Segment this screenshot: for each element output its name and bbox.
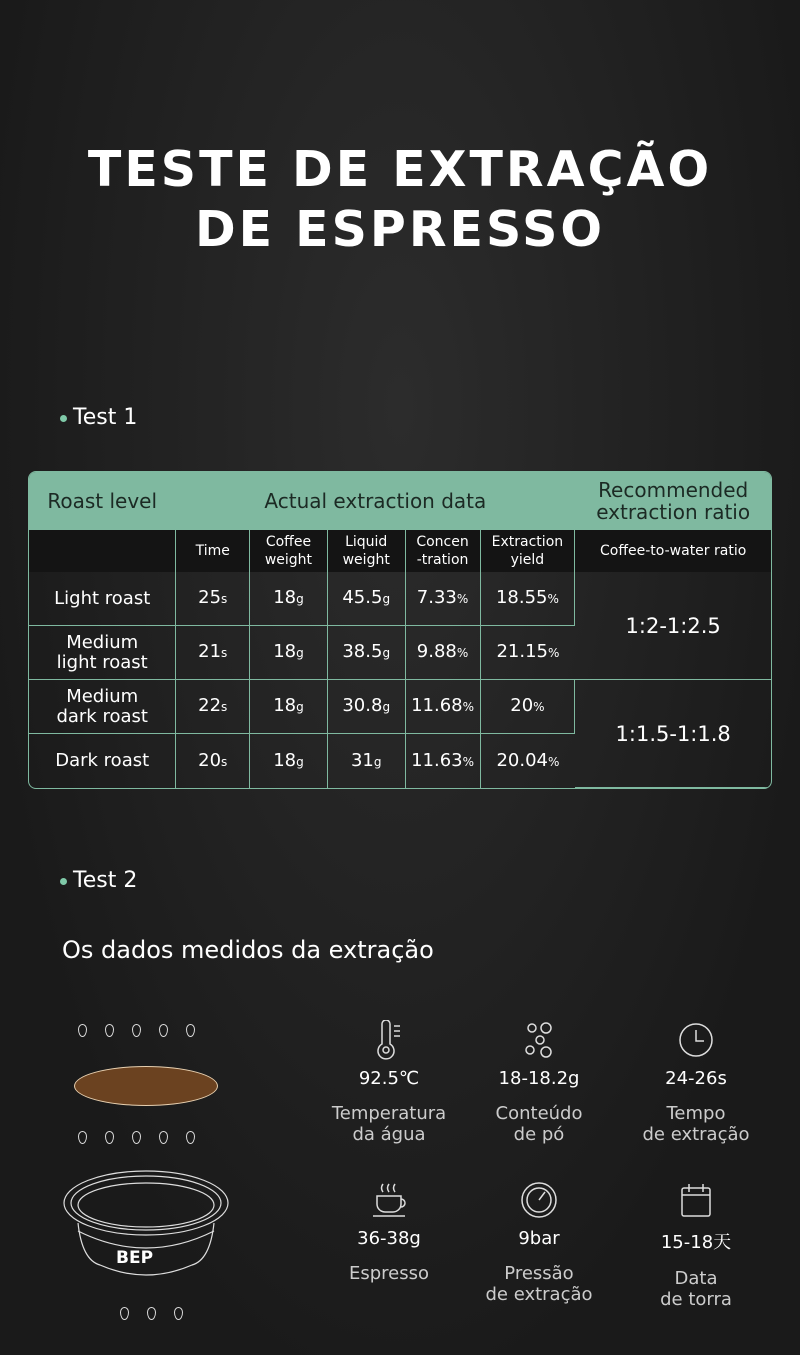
cell-liquid <box>328 680 406 734</box>
stat-item <box>309 1020 469 1145</box>
stat-label <box>616 1268 776 1310</box>
stat-label <box>616 1103 776 1145</box>
value: 18.55 <box>495 587 548 608</box>
clock-icon <box>616 1020 776 1060</box>
thermometer-icon <box>309 1020 469 1060</box>
t: Temperatura <box>331 1103 447 1124</box>
stat-value: 24-26s <box>665 1068 727 1089</box>
test1-heading <box>60 405 137 430</box>
test2-label: Test 2 <box>73 868 138 893</box>
value: 7.33 <box>416 587 457 608</box>
roast-level <box>29 734 176 788</box>
header-roast: Roast level <box>29 472 176 530</box>
unit: g <box>382 646 391 660</box>
cell-conc <box>406 734 481 788</box>
unit: % <box>547 592 559 606</box>
cell-yield <box>481 572 576 626</box>
sub-conc <box>406 530 481 572</box>
hdr-rec-2: extraction ratio <box>596 499 751 524</box>
cell-coffee <box>250 626 328 680</box>
water-drops-top <box>78 1024 195 1037</box>
unit: % <box>456 646 469 660</box>
value: 18 <box>273 695 297 716</box>
unit: s <box>221 592 228 606</box>
table-row <box>29 572 771 626</box>
value: 21.15 <box>496 641 548 662</box>
title-line-2: DE ESPRESSO <box>194 201 606 258</box>
t: Coffee <box>265 534 312 550</box>
cell-time <box>176 626 250 680</box>
value: 18 <box>273 587 297 608</box>
unit: s <box>221 646 228 660</box>
t: Espresso <box>348 1263 430 1284</box>
t: Dark roast <box>55 750 150 771</box>
t: de extração <box>642 1124 750 1145</box>
roast-level <box>29 626 176 680</box>
t: Conteúdo <box>495 1103 583 1124</box>
t: Light roast <box>54 587 151 609</box>
t: Concen <box>416 534 469 550</box>
hdr-rec-1: Recommended <box>598 477 749 502</box>
t: Pressão <box>504 1263 574 1284</box>
stat-label <box>459 1103 619 1145</box>
sub-ratio: Coffee-to-water ratio <box>575 530 771 572</box>
value: 11.63 <box>411 749 463 771</box>
ratio-cell: 1:1.5-1:1.8 <box>575 680 771 788</box>
filter-basket-icon <box>60 1165 232 1285</box>
water-drops-bottom <box>120 1307 183 1320</box>
stat-value: 18-18.2g <box>498 1068 580 1089</box>
t: Medium <box>66 685 139 707</box>
coffee-puck <box>74 1066 218 1106</box>
cell-coffee <box>250 572 328 626</box>
t: weight <box>342 552 390 568</box>
cell-conc <box>406 572 481 626</box>
value: 25 <box>198 587 222 608</box>
t: Tempo <box>666 1103 726 1124</box>
value: 21 <box>198 641 222 662</box>
t: de pó <box>513 1124 565 1145</box>
value: 20 <box>510 695 534 716</box>
value: 18 <box>273 641 297 662</box>
stat-item <box>309 1180 469 1284</box>
value: 18 <box>273 749 297 771</box>
value: 38.5 <box>342 641 383 662</box>
stat-item <box>616 1180 776 1310</box>
value: 11.68 <box>411 695 463 716</box>
stat-label <box>309 1103 469 1145</box>
stat-label <box>309 1263 469 1284</box>
t: yield <box>510 552 545 568</box>
t: light roast <box>56 651 148 673</box>
t: weight <box>264 552 313 568</box>
unit: s <box>221 754 228 769</box>
t: de torra <box>660 1289 732 1310</box>
cell-time <box>176 680 250 734</box>
t: Extraction <box>491 534 564 550</box>
calendar-icon <box>616 1180 776 1220</box>
cell-yield <box>481 734 576 788</box>
test2-heading <box>60 868 137 893</box>
stat-value: 36-38g <box>357 1228 421 1249</box>
stat-value: 15-18天 <box>660 1232 732 1253</box>
cell-time <box>176 572 250 626</box>
t: Liquid <box>345 534 388 550</box>
unit: g <box>296 754 304 769</box>
value: 31 <box>350 749 374 771</box>
unit: % <box>462 700 475 714</box>
gauge-icon <box>459 1180 619 1220</box>
extraction-table <box>28 471 772 789</box>
value: 45.5 <box>342 587 383 608</box>
test2-subtitle: Os dados medidos da extração <box>62 936 434 964</box>
value: 9.88 <box>416 641 457 662</box>
value: 20.04 <box>496 749 548 771</box>
bullet-dot <box>60 878 67 885</box>
stat-item <box>459 1180 619 1305</box>
sub-yield <box>481 530 576 572</box>
unit: g <box>296 592 304 606</box>
cell-coffee <box>250 734 328 788</box>
unit: g <box>296 646 304 660</box>
header-actual: Actual extraction data <box>176 472 575 530</box>
water-drops-middle <box>78 1131 195 1144</box>
unit: % <box>456 592 469 606</box>
t: -tration <box>416 552 469 568</box>
cell-liquid <box>328 572 406 626</box>
cell-liquid <box>328 626 406 680</box>
unit: s <box>221 700 228 714</box>
cup-icon <box>309 1180 469 1220</box>
t: de extração <box>485 1284 593 1305</box>
sub-coffee <box>250 530 328 572</box>
grounds-icon <box>459 1020 619 1060</box>
cell-conc <box>406 680 481 734</box>
value: 20 <box>198 749 222 771</box>
stat-label <box>459 1263 619 1305</box>
table-row <box>29 680 771 734</box>
value: 30.8 <box>342 695 383 716</box>
cell-yield <box>481 680 576 734</box>
unit: % <box>547 646 560 660</box>
unit: % <box>533 700 545 714</box>
t: Medium <box>66 631 139 653</box>
page-title <box>0 140 800 260</box>
t: dark roast <box>56 705 148 727</box>
roast-level <box>29 680 176 734</box>
unit: % <box>462 754 475 769</box>
cell-conc <box>406 626 481 680</box>
cell-time <box>176 734 250 788</box>
t: Data <box>674 1268 718 1289</box>
stat-item <box>459 1020 619 1145</box>
unit: g <box>382 700 391 714</box>
sub-empty <box>29 530 176 572</box>
unit: % <box>547 754 560 769</box>
basket-brand: BEP <box>116 1248 154 1268</box>
unit: g <box>373 754 382 769</box>
sub-liquid <box>328 530 406 572</box>
bullet-dot <box>60 415 67 422</box>
title-line-1: TESTE DE EXTRAÇÃO <box>87 141 713 198</box>
stat-value: 9bar <box>518 1228 560 1249</box>
cell-yield <box>481 626 576 680</box>
unit: g <box>382 592 391 606</box>
roast-level <box>29 572 176 626</box>
stat-value: 92.5℃ <box>358 1068 420 1089</box>
unit: g <box>296 700 304 714</box>
header-recommended <box>575 472 771 530</box>
test1-label: Test 1 <box>73 405 138 430</box>
t: da água <box>352 1124 426 1145</box>
ratio-cell: 1:2-1:2.5 <box>575 572 771 680</box>
stat-item <box>616 1020 776 1145</box>
sub-time: Time <box>176 530 250 572</box>
value: 22 <box>198 695 222 716</box>
cell-liquid <box>328 734 406 788</box>
cell-coffee <box>250 680 328 734</box>
